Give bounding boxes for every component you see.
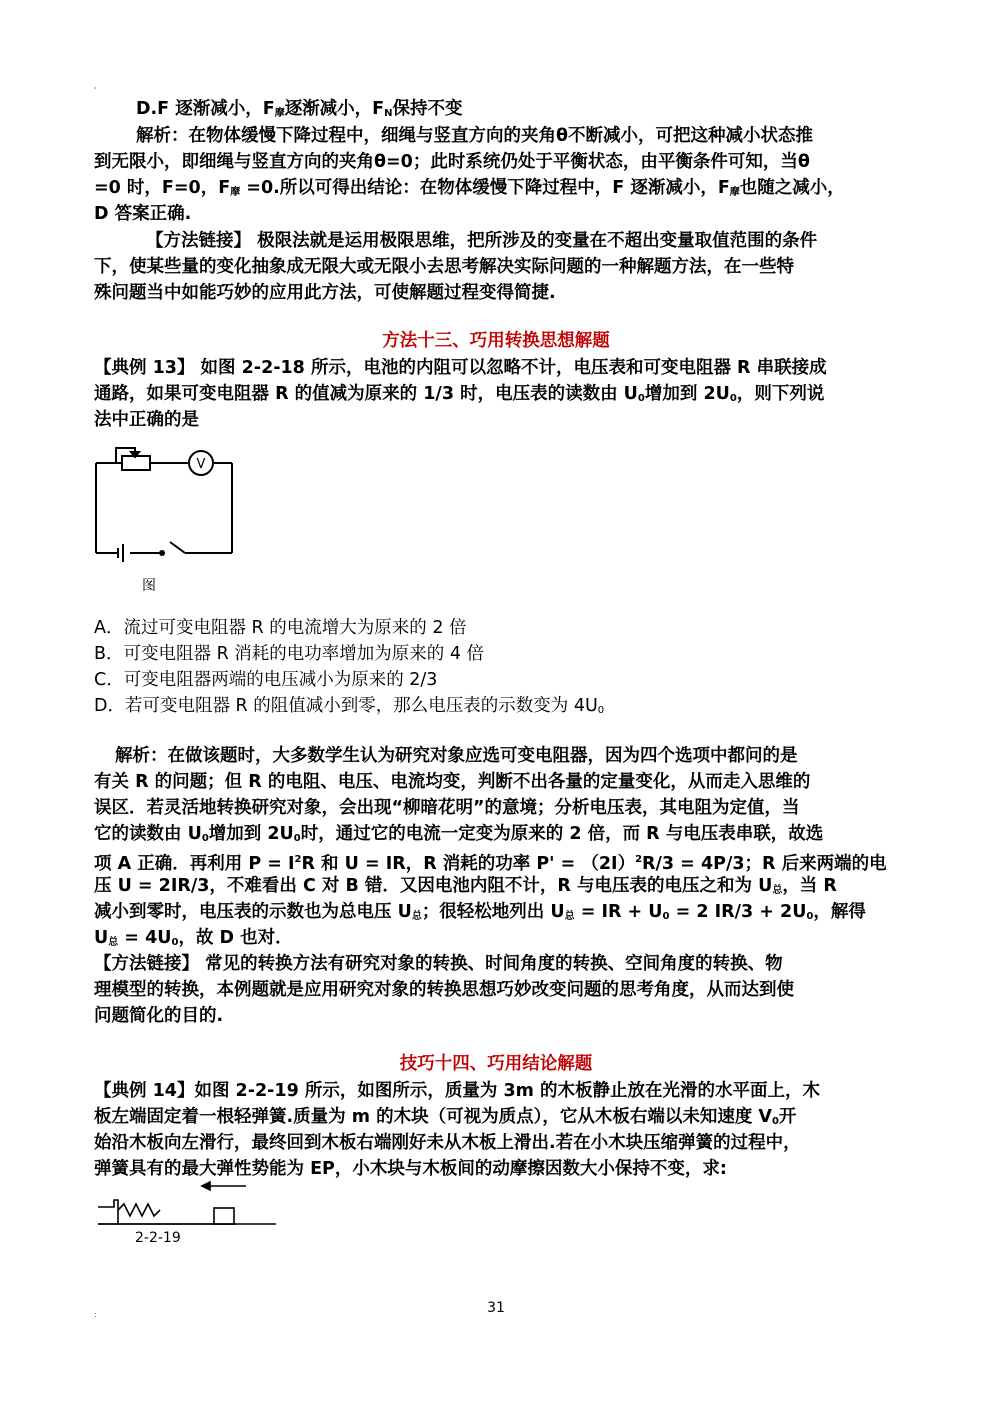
circuit-diagram (90, 440, 240, 565)
option-a: A．流过可变电阻器 R 的电流增大为原来的 2 倍 (94, 618, 467, 638)
corner-mark: ' (94, 86, 97, 95)
solution-line: 到无限小，即细绳与竖直方向的夹角θ=0；此时系统仍处于平衡状态，由平衡条件可知，当θ (94, 152, 810, 172)
voltmeter-label: V (196, 457, 206, 472)
figure-caption: 图 (142, 578, 156, 594)
option-b: B．可变电阻器 R 消耗的电功率增加为原来的 4 倍 (94, 644, 485, 664)
spring-board-diagram (96, 1180, 281, 1232)
solution-13-line: 项 A 正确．再利用 $P = I^2R$ 和 U = IR，R 消耗的功率 $P' = (2I)^2R/3 = 4P/3$；R 后来两端的电 (94, 854, 887, 874)
option-d-previous: D.F 逐渐减小，$F_摩$逐渐减小，$F_N$保持不变 (136, 99, 463, 119)
option-c: C．可变电阻器两端的电压减小为原来的 2/3 (94, 670, 438, 690)
example-14-line: 【典例 14】如图 2-2-19 所示，如图所示，质量为 3m 的木板静止放在光滑的水平面上，木 (94, 1081, 820, 1101)
method-link-13-line: 【方法链接】 常见的转换方法有研究对象的转换、时间角度的转换、空间角度的转换、物 (94, 954, 783, 974)
method-link-13-line: 问题简化的目的. (94, 1006, 224, 1026)
method-link-13-line: 理模型的转换，本例题就是应用研究对象的转换思想巧妙改变问题的思考角度，从而达到使 (94, 980, 794, 1000)
example-13-line: 通路，如果可变电阻器 R 的值减为原来的 1/3 时，电压表的读数由 $U_0$增加到 $2U_0$，则下列说 (94, 384, 825, 404)
example-14-line: 弹簧具有的最大弹性势能为 EP，小木块与木板间的动摩擦因数大小保持不变，求: (94, 1159, 727, 1179)
option-d: D．若可变电阻器 R 的阻值减小到零，那么电压表的示数变为 $4U_0$ (94, 696, 605, 716)
method-link-line: 下，使某些量的变化抽象成无限大或无限小去思考解决实际问题的一种解题方法，在一些特 (94, 257, 794, 277)
solution-line: D 答案正确. (94, 204, 192, 224)
solution-line: 解析：在物体缓慢下降过程中，细绳与竖直方向的夹角θ不断减小，可把这种减小状态推 (136, 126, 814, 146)
solution-13-line: 有关 R 的问题；但 R 的电阻、电压、电流均变，判断不出各量的定量变化，从而走入思维的 (94, 772, 811, 792)
figure-caption: 2-2-19 (135, 1230, 181, 1246)
method-link-line: 【方法链接】 极限法就是运用极限思维，把所涉及的变量在不超出变量取值范围的条件 (146, 231, 818, 251)
solution-13-line: 它的读数由 $U_0$增加到 $2U_0$时，通过它的电流一定变为原来的 2 倍，而 R 与电压表串联，故选 (94, 824, 824, 844)
example-14-line: 始沿木板向左滑行，最终回到木板右端刚好未从木板上滑出.若在小木块压缩弹簧的过程中， (94, 1133, 801, 1153)
section-heading-14: 技巧十四、巧用结论解题 (399, 1054, 593, 1074)
solution-13-line: 压 U = 2IR/3，不难看出 C 对 B 错．又因电池内阻不计，R 与电压表的电压之和为 $U_总$，当 R (94, 876, 837, 896)
page-number: 31 (487, 1300, 505, 1316)
example-14-line: 板左端固定着一根轻弹簧.质量为 m 的木块（可视为质点），它从木板右端以未知速度 $V_0$开 (94, 1107, 797, 1127)
solution-13-line: $U_总 = 4U_0$，故 D 也对． (94, 928, 293, 948)
section-heading-13: 方法十三、巧用转换思想解题 (382, 331, 610, 351)
example-13-line: 【典例 13】 如图 2-2-18 所示，电池的内阻可以忽略不计，电压表和可变电阻器 R 串联接成 (94, 358, 827, 378)
example-13-line: 法中正确的是 (94, 410, 199, 430)
solution-13-line: 解析：在做该题时，大多数学生认为研究对象应选可变电阻器，因为四个选项中都问的是 (115, 746, 798, 766)
solution-13-line: 误区．若灵活地转换研究对象，会出现“柳暗花明”的意境；分析电压表，其电阻为定值，当 (94, 798, 800, 818)
solution-line: =0 时，F=0，$F_摩 =0$.所以可得出结论：在物体缓慢下降过程中，F 逐渐减小，$F_摩$也随之减小， (94, 178, 845, 198)
solution-13-line: 减小到零时，电压表的示数也为总电压 $U_总$；很轻松地列出 $U_总$ = IR + $U_0 = 2$ $IR/3 + 2U_0$，解得 (94, 902, 866, 922)
method-link-line: 殊问题当中如能巧妙的应用此方法，可使解题过程变得简捷. (94, 283, 556, 303)
corner-mark: : (94, 1310, 97, 1319)
